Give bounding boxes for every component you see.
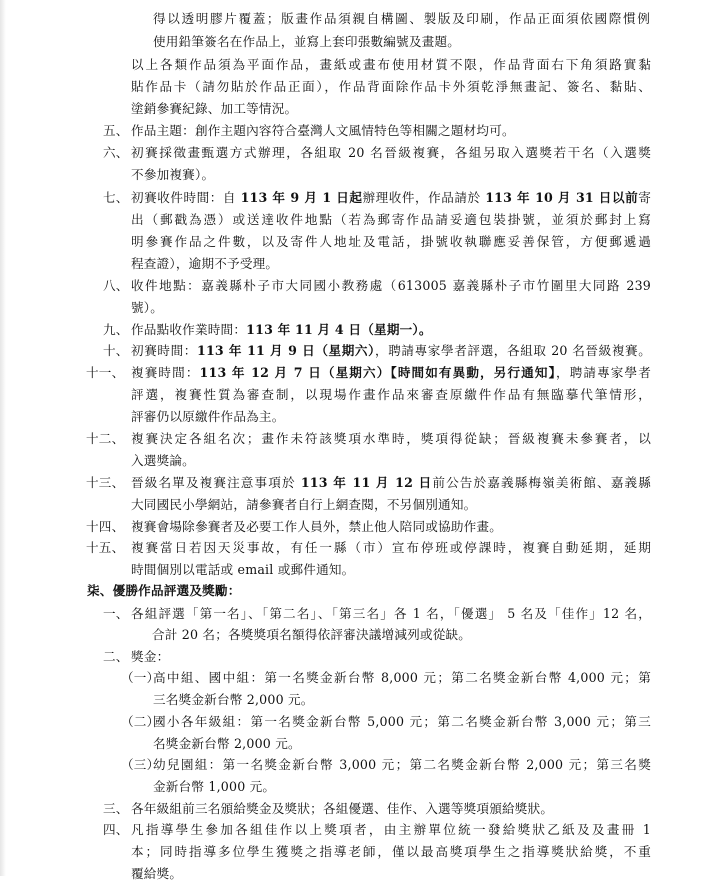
text-segment: 評審仍以原繳件作品為主。: [131, 409, 285, 424]
text-segment: 本；同時指導多位學生獲獎之指導老師，僅以最高獎項學生之指導獎狀給獎，不重: [131, 844, 651, 859]
text-segment: 複賽會場除參賽者及必要工作人員外，禁止他人陪同或協助作畫。: [131, 519, 503, 534]
text-segment: 高中組、國中組：第一名獎金新台幣 8,000 元；第二名獎金新台幣 4,000 元；第: [153, 670, 651, 685]
item-number: 十二、: [86, 431, 125, 446]
text-line: [131, 232, 651, 252]
text-segment: 以上各類作品須為平面作品，畫紙或畫布使用材質不限，作品背面右下角須路實黏: [131, 57, 651, 72]
text-line: [131, 429, 651, 449]
item-number: 六、: [103, 145, 129, 160]
item-number: （三）: [121, 757, 160, 772]
text-segment: 各年級組前三名頒給獎金及獎狀；各組優選、佳作、入選等獎項頒給獎狀。: [131, 801, 554, 816]
text-line: [131, 538, 651, 558]
text-line: [131, 165, 226, 185]
text-line: [131, 385, 651, 405]
item-number: （一）: [121, 670, 160, 685]
text-line: [131, 647, 176, 667]
bold-text: 113 年 10 月 31 日以前: [485, 190, 639, 205]
text-segment: 初賽時間：: [131, 343, 197, 358]
text-line: [131, 341, 651, 361]
text-segment: 複賽當日若因天災事故，有任一縣（市）宣布停班或停課時，複賽自動延期，延期: [131, 540, 651, 555]
text-segment: 幼兒園組：第一名獎金新台幣 3,000 元；第二名獎金新台幣 2,000 元；第三名獎: [153, 757, 651, 772]
text-line: [131, 864, 186, 884]
text-line: [153, 734, 308, 754]
text-line: [131, 77, 651, 97]
text-segment: 貼作品卡（請勿貼於作品正面），作品背面除作品卡外須乾淨無畫記、簽名、黏貼、: [131, 79, 651, 94]
text-segment: 複賽決定各組名次；畫作未符該獎項水準時，獎項得從缺；晉級複賽未參賽者，以: [131, 431, 651, 446]
text-segment: 程查證），逾期不予受理。: [131, 256, 279, 271]
text-segment: 作品主題：創作主題內容符合臺灣人文風情特色等相關之題材均可。: [131, 123, 515, 138]
text-segment: 評選，複賽性質為審查制，以現場作畫作品來審查原繳件作品有無臨摹代筆情形，: [131, 387, 651, 402]
section-heading: [87, 581, 257, 601]
text-segment: 初賽採徵畫甄選方式辦理，各組取 20 名晉級複賽，各組另取入選獎若干名（入選獎: [131, 145, 651, 160]
text-segment: 不參加複賽）。: [131, 167, 215, 182]
text-segment: 大同國民小學網站，請參賽者自行上網查閱，不另個別通知。: [131, 497, 477, 512]
text-line: [131, 407, 301, 427]
text-segment: 前公告於嘉義縣梅嶺美術館、嘉義縣: [432, 475, 652, 490]
text-line: [131, 298, 164, 318]
text-segment: 得以透明膠片覆蓋；版畫作品須親自構圖、製版及印刷，作品正面須依國際慣例: [153, 11, 650, 26]
item-number: 十、: [103, 343, 129, 358]
text-line: [131, 451, 201, 471]
bold-text: 113 年 12 月 7 日（星期六）【時間如有異動，另行通知】: [199, 365, 556, 380]
bold-text: 113 年 11 月 12 日: [300, 475, 433, 490]
text-line: [131, 473, 651, 493]
text-segment: 出（郵戳為憑）或送達收件地點（若為郵寄作品請妥適包裝掛號，並須於郵封上寫: [131, 212, 651, 227]
item-number: 十一、: [86, 365, 125, 380]
text-segment: 時間個別以電話或 email 或郵件通知。: [131, 562, 355, 577]
text-segment: ，聘請專家學者: [555, 365, 652, 380]
text-segment: 初賽收件時間：自: [131, 190, 241, 205]
text-line: [131, 820, 651, 840]
item-number: 十五、: [86, 540, 125, 555]
text-line: [131, 143, 651, 163]
text-segment: 合計 20 名；各獎獎項名額得依評審決議增減列或從缺。: [152, 627, 472, 642]
item-number: 三、: [103, 801, 129, 816]
text-line: [131, 560, 376, 580]
bold-text: 柒、優勝作品評選及獎勵：: [87, 583, 241, 598]
text-segment: 號）。: [131, 300, 164, 315]
text-segment: 覆給獎。: [131, 866, 183, 881]
text-segment: 凡指導學生參加各組佳作以上獎項者，由主辦單位統一發給獎狀乙紙及及畫冊 1: [131, 822, 651, 837]
text-line: [131, 799, 603, 819]
item-number: 七、: [103, 190, 129, 205]
item-number: 四、: [103, 822, 129, 837]
text-line: [152, 625, 497, 645]
page-edge-shadow: [0, 0, 6, 876]
text-line: [131, 495, 521, 515]
text-line: [153, 32, 493, 52]
text-segment: 國小各年級組：第一名獎金新台幣 5,000 元；第二名獎金新台幣 3,000 元；第三: [153, 714, 651, 729]
text-segment: 複賽時間：: [131, 365, 200, 380]
text-segment: 辦理收件，作品請於: [362, 190, 486, 205]
text-line: [131, 276, 651, 296]
text-line: [153, 9, 650, 29]
bold-text: 113 年 11 月 4 日（星期一）。: [246, 322, 432, 337]
text-segment: 各組評選「第一名」、「第二名」、「第三名」各 1 名，「優選」 5 名及「佳作」12 名，: [131, 606, 651, 621]
text-segment: 寄: [638, 190, 651, 205]
text-line: [153, 690, 321, 710]
text-segment: 收件地點：嘉義縣朴子市大同國小教務處（613005 嘉義縣朴子市竹圍里大同路 239: [131, 278, 651, 293]
text-line: [131, 363, 651, 383]
item-number: 十四、: [86, 519, 125, 534]
text-line: [131, 99, 311, 119]
item-number: 十三、: [86, 475, 125, 490]
text-segment: ，聘請專家學者評選，各組取 20 名晉級複賽。: [375, 343, 652, 358]
bold-text: 113 年 11 月 9 日（星期六）: [197, 343, 376, 358]
text-line: [153, 712, 651, 732]
bold-text: 113 年 9 月 1 日起: [240, 190, 363, 205]
item-number: 二、: [103, 649, 129, 664]
text-line: [131, 842, 651, 862]
text-line: [131, 210, 651, 230]
text-line: [131, 517, 546, 537]
text-segment: 晉級名單及複賽注意事項於: [131, 475, 301, 490]
text-line: [131, 55, 651, 75]
item-number: 九、: [103, 322, 129, 337]
text-segment: 三名獎金新台幣 2,000 元。: [153, 692, 314, 707]
text-line: [131, 254, 296, 274]
text-line: [153, 755, 651, 775]
text-segment: 金新台幣 1,000 元。: [153, 779, 276, 794]
text-segment: 名獎金新台幣 2,000 元。: [153, 736, 301, 751]
text-line: [131, 121, 561, 141]
text-line: [153, 668, 651, 688]
text-segment: 明參賽作品之件數，以及寄件人地址及電話，掛號收執聯應妥善保管，方便郵遞過: [131, 234, 651, 249]
item-number: 五、: [103, 123, 129, 138]
text-segment: 塗銷參賽紀錄、加工等情況。: [131, 101, 298, 116]
text-line: [153, 777, 275, 797]
text-segment: 使用鉛筆簽名在作品上，並寫上套印張數編號及畫題。: [153, 34, 461, 49]
text-line: [131, 604, 651, 624]
text-line: [131, 320, 441, 340]
item-number: （二）: [121, 714, 160, 729]
item-number: 一、: [103, 606, 129, 621]
text-segment: 獎金：: [131, 649, 170, 664]
text-segment: 作品點收作業時間：: [131, 322, 247, 337]
item-number: 八、: [103, 278, 129, 293]
text-segment: 入選獎論。: [131, 453, 195, 468]
text-line: [131, 188, 651, 208]
